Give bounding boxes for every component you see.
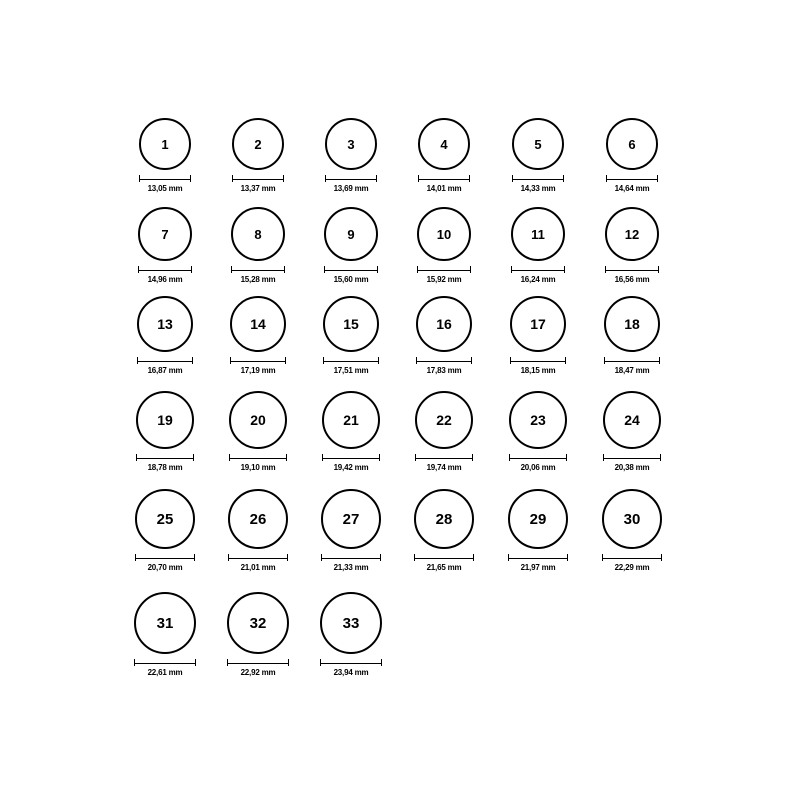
diameter-label: 22,29 mm bbox=[614, 563, 650, 572]
ring-size-label: 30 bbox=[623, 510, 641, 528]
dimension-bar-icon bbox=[324, 266, 378, 273]
dimension-annotation bbox=[508, 554, 568, 572]
dimension-bar-icon bbox=[138, 266, 192, 273]
ring-size-cell bbox=[213, 489, 303, 572]
ring-size-cell bbox=[120, 489, 210, 572]
ring-circle bbox=[324, 207, 378, 261]
ring-circle bbox=[322, 391, 380, 449]
diameter-label: 18,47 mm bbox=[614, 366, 650, 375]
dimension-bar-icon bbox=[231, 266, 285, 273]
ring-size-label: 5 bbox=[534, 136, 542, 152]
ring-size-label: 6 bbox=[628, 136, 636, 152]
ring-size-label: 27 bbox=[342, 510, 360, 528]
ring-size-label: 17 bbox=[530, 316, 546, 332]
ring-size-cell bbox=[493, 296, 583, 375]
dimension-bar-icon bbox=[605, 266, 659, 273]
ring-size-cell bbox=[306, 207, 396, 284]
ring-size-cell bbox=[399, 296, 489, 375]
dimension-annotation bbox=[417, 266, 471, 284]
diameter-label: 16,24 mm bbox=[520, 275, 556, 284]
ring-size-label: 29 bbox=[529, 510, 547, 528]
dimension-annotation bbox=[321, 554, 381, 572]
ring-size-label: 26 bbox=[249, 510, 267, 528]
diameter-label: 20,38 mm bbox=[614, 463, 650, 472]
diameter-label: 15,28 mm bbox=[240, 275, 276, 284]
ring-size-cell bbox=[306, 391, 396, 472]
ring-size-cell bbox=[493, 207, 583, 284]
dimension-bar-icon bbox=[510, 357, 566, 364]
ring-size-cell bbox=[587, 489, 677, 572]
ring-size-label: 4 bbox=[440, 136, 448, 152]
ring-size-cell bbox=[587, 207, 677, 284]
ring-circle bbox=[231, 207, 285, 261]
dimension-bar-icon bbox=[323, 357, 379, 364]
ring-size-cell bbox=[399, 489, 489, 572]
ring-size-cell bbox=[399, 207, 489, 284]
ring-size-label: 1 bbox=[161, 136, 169, 152]
dimension-bar-icon bbox=[416, 357, 472, 364]
dimension-annotation bbox=[416, 357, 472, 375]
dimension-bar-icon bbox=[139, 175, 191, 182]
ring-size-label: 16 bbox=[436, 316, 452, 332]
dimension-annotation bbox=[134, 659, 196, 677]
ring-circle bbox=[417, 207, 471, 261]
diameter-label: 20,70 mm bbox=[147, 563, 183, 572]
ring-size-cell bbox=[120, 118, 210, 193]
ring-size-cell bbox=[306, 296, 396, 375]
ring-size-cell bbox=[120, 207, 210, 284]
diameter-label: 21,33 mm bbox=[333, 563, 369, 572]
ring-size-label: 18 bbox=[624, 316, 640, 332]
ring-size-cell bbox=[120, 391, 210, 472]
dimension-bar-icon bbox=[603, 454, 661, 461]
ring-size-label: 7 bbox=[161, 226, 169, 242]
diameter-label: 16,87 mm bbox=[147, 366, 183, 375]
ring-size-label: 10 bbox=[436, 226, 452, 242]
ring-circle bbox=[137, 296, 193, 352]
diameter-label: 14,64 mm bbox=[614, 184, 650, 193]
dimension-annotation bbox=[228, 554, 288, 572]
dimension-annotation bbox=[509, 454, 567, 472]
dimension-annotation bbox=[510, 357, 566, 375]
dimension-annotation bbox=[136, 454, 194, 472]
diameter-label: 17,19 mm bbox=[240, 366, 276, 375]
ring-size-label: 20 bbox=[250, 412, 266, 428]
dimension-bar-icon bbox=[325, 175, 377, 182]
ring-size-label: 25 bbox=[156, 510, 174, 528]
dimension-bar-icon bbox=[604, 357, 660, 364]
dimension-annotation bbox=[139, 175, 191, 193]
ring-size-label: 28 bbox=[435, 510, 453, 528]
dimension-annotation bbox=[418, 175, 470, 193]
ring-circle bbox=[230, 296, 286, 352]
dimension-annotation bbox=[227, 659, 289, 677]
ring-circle bbox=[229, 391, 287, 449]
ring-circle bbox=[228, 489, 288, 549]
dimension-bar-icon bbox=[509, 454, 567, 461]
ring-size-label: 21 bbox=[343, 412, 359, 428]
ring-size-cell bbox=[587, 391, 677, 472]
ring-size-cell bbox=[306, 118, 396, 193]
ring-circle bbox=[135, 489, 195, 549]
diameter-label: 21,65 mm bbox=[426, 563, 462, 572]
dimension-bar-icon bbox=[135, 554, 195, 561]
diameter-label: 13,05 mm bbox=[147, 184, 183, 193]
dimension-bar-icon bbox=[417, 266, 471, 273]
diameter-label: 15,60 mm bbox=[333, 275, 369, 284]
ring-circle bbox=[227, 592, 289, 654]
ring-circle bbox=[134, 592, 196, 654]
ring-circle bbox=[414, 489, 474, 549]
dimension-bar-icon bbox=[322, 454, 380, 461]
ring-size-cell bbox=[213, 391, 303, 472]
diameter-label: 23,94 mm bbox=[333, 668, 369, 677]
ring-size-cell bbox=[213, 592, 303, 677]
dimension-annotation bbox=[232, 175, 284, 193]
dimension-annotation bbox=[414, 554, 474, 572]
diameter-label: 14,01 mm bbox=[426, 184, 462, 193]
dimension-bar-icon bbox=[228, 554, 288, 561]
ring-circle bbox=[602, 489, 662, 549]
dimension-bar-icon bbox=[512, 175, 564, 182]
dimension-bar-icon bbox=[414, 554, 474, 561]
ring-size-cell bbox=[213, 296, 303, 375]
diameter-label: 18,15 mm bbox=[520, 366, 556, 375]
diameter-label: 16,56 mm bbox=[614, 275, 650, 284]
ring-size-cell bbox=[213, 207, 303, 284]
ring-size-label: 23 bbox=[530, 412, 546, 428]
dimension-annotation bbox=[322, 454, 380, 472]
ring-circle bbox=[605, 207, 659, 261]
dimension-bar-icon bbox=[230, 357, 286, 364]
ring-size-label: 24 bbox=[624, 412, 640, 428]
ring-size-label: 22 bbox=[436, 412, 452, 428]
diameter-label: 17,83 mm bbox=[426, 366, 462, 375]
diameter-label: 20,06 mm bbox=[520, 463, 556, 472]
dimension-annotation bbox=[320, 659, 382, 677]
ring-size-cell bbox=[399, 391, 489, 472]
dimension-annotation bbox=[323, 357, 379, 375]
ring-size-cell bbox=[399, 118, 489, 193]
diameter-label: 14,96 mm bbox=[147, 275, 183, 284]
diameter-label: 15,92 mm bbox=[426, 275, 462, 284]
diameter-label: 14,33 mm bbox=[520, 184, 556, 193]
ring-size-label: 12 bbox=[624, 226, 640, 242]
ring-size-cell bbox=[493, 118, 583, 193]
ring-circle bbox=[508, 489, 568, 549]
dimension-bar-icon bbox=[232, 175, 284, 182]
diameter-label: 21,01 mm bbox=[240, 563, 276, 572]
ring-circle bbox=[416, 296, 472, 352]
ring-size-label: 14 bbox=[250, 316, 266, 332]
dimension-annotation bbox=[138, 266, 192, 284]
dimension-annotation bbox=[230, 357, 286, 375]
ring-circle bbox=[509, 391, 567, 449]
ring-circle bbox=[232, 118, 284, 170]
ring-size-cell bbox=[120, 296, 210, 375]
ring-size-label: 15 bbox=[343, 316, 359, 332]
diameter-label: 22,92 mm bbox=[240, 668, 276, 677]
diameter-label: 13,69 mm bbox=[333, 184, 369, 193]
ring-circle bbox=[512, 118, 564, 170]
dimension-annotation bbox=[135, 554, 195, 572]
dimension-bar-icon bbox=[511, 266, 565, 273]
ring-size-label: 19 bbox=[157, 412, 173, 428]
ring-circle bbox=[139, 118, 191, 170]
ring-size-cell bbox=[493, 489, 583, 572]
ring-size-cell bbox=[587, 296, 677, 375]
ring-circle bbox=[415, 391, 473, 449]
diameter-label: 18,78 mm bbox=[147, 463, 183, 472]
diameter-label: 21,97 mm bbox=[520, 563, 556, 572]
ring-size-cell bbox=[306, 489, 396, 572]
ring-size-label: 8 bbox=[254, 226, 262, 242]
ring-size-label: 31 bbox=[156, 614, 174, 632]
ring-circle bbox=[606, 118, 658, 170]
diameter-label: 19,74 mm bbox=[426, 463, 462, 472]
ring-circle bbox=[323, 296, 379, 352]
ring-circle bbox=[320, 592, 382, 654]
ring-circle bbox=[510, 296, 566, 352]
ring-circle bbox=[604, 296, 660, 352]
ring-size-label: 3 bbox=[347, 136, 355, 152]
ring-circle bbox=[511, 207, 565, 261]
dimension-annotation bbox=[137, 357, 193, 375]
diameter-label: 19,10 mm bbox=[240, 463, 276, 472]
dimension-annotation bbox=[512, 175, 564, 193]
dimension-bar-icon bbox=[134, 659, 196, 666]
ring-circle bbox=[138, 207, 192, 261]
dimension-bar-icon bbox=[227, 659, 289, 666]
dimension-bar-icon bbox=[321, 554, 381, 561]
ring-size-cell bbox=[213, 118, 303, 193]
dimension-bar-icon bbox=[602, 554, 662, 561]
ring-size-cell bbox=[587, 118, 677, 193]
dimension-annotation bbox=[415, 454, 473, 472]
dimension-annotation bbox=[606, 175, 658, 193]
dimension-bar-icon bbox=[229, 454, 287, 461]
dimension-bar-icon bbox=[320, 659, 382, 666]
ring-size-cell bbox=[306, 592, 396, 677]
dimension-annotation bbox=[604, 357, 660, 375]
diameter-label: 13,37 mm bbox=[240, 184, 276, 193]
ring-size-cell bbox=[493, 391, 583, 472]
diameter-label: 19,42 mm bbox=[333, 463, 369, 472]
ring-circle bbox=[603, 391, 661, 449]
ring-size-cell bbox=[120, 592, 210, 677]
ring-circle bbox=[325, 118, 377, 170]
ring-size-label: 32 bbox=[249, 614, 267, 632]
ring-circle bbox=[136, 391, 194, 449]
dimension-annotation bbox=[603, 454, 661, 472]
dimension-bar-icon bbox=[137, 357, 193, 364]
ring-size-label: 9 bbox=[347, 226, 355, 242]
diameter-label: 22,61 mm bbox=[147, 668, 183, 677]
dimension-bar-icon bbox=[606, 175, 658, 182]
dimension-bar-icon bbox=[418, 175, 470, 182]
dimension-annotation bbox=[229, 454, 287, 472]
ring-size-label: 33 bbox=[342, 614, 360, 632]
dimension-annotation bbox=[324, 266, 378, 284]
dimension-bar-icon bbox=[508, 554, 568, 561]
ring-size-label: 11 bbox=[531, 226, 545, 242]
ring-size-label: 2 bbox=[254, 136, 262, 152]
dimension-bar-icon bbox=[136, 454, 194, 461]
dimension-bar-icon bbox=[415, 454, 473, 461]
ring-size-label: 13 bbox=[157, 316, 173, 332]
dimension-annotation bbox=[325, 175, 377, 193]
ring-circle bbox=[321, 489, 381, 549]
dimension-annotation bbox=[511, 266, 565, 284]
dimension-annotation bbox=[602, 554, 662, 572]
dimension-annotation bbox=[605, 266, 659, 284]
diameter-label: 17,51 mm bbox=[333, 366, 369, 375]
ring-circle bbox=[418, 118, 470, 170]
dimension-annotation bbox=[231, 266, 285, 284]
